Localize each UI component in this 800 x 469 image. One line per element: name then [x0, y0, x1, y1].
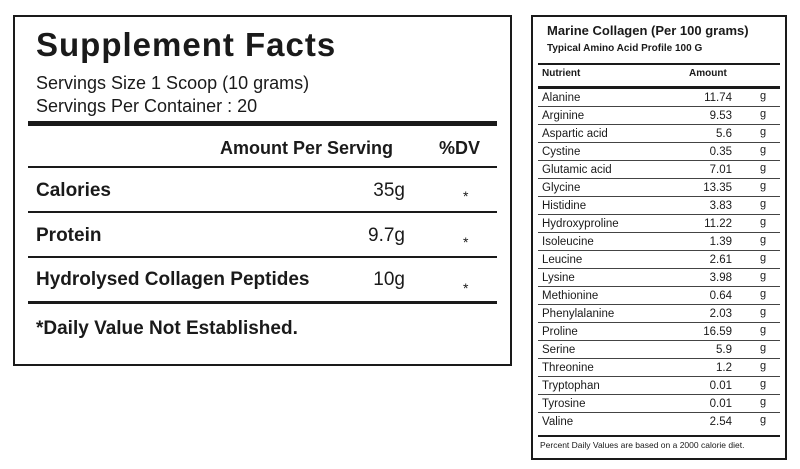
- nutrient-amount: 2.54: [709, 416, 732, 428]
- table-row: [538, 377, 780, 395]
- nutrient-amount: 3.83: [709, 200, 732, 212]
- nutrient-name: Glutamic acid: [542, 164, 612, 176]
- nutrient-unit: g: [760, 180, 767, 192]
- supplement-facts-title: Supplement Facts: [36, 26, 337, 63]
- table-row: [538, 215, 780, 233]
- table-row: [538, 197, 780, 215]
- nutrient-name: Methionine: [542, 290, 599, 302]
- nutrient-name: Lysine: [542, 272, 575, 284]
- fact-row-name-protein: Protein: [36, 225, 102, 246]
- nutrient-amount: 2.61: [709, 254, 732, 266]
- nutrient-unit: g: [760, 144, 767, 156]
- fact-row-name-calories: Calories: [36, 180, 111, 201]
- nutrient-unit: g: [760, 198, 767, 210]
- nutrient-unit: g: [760, 360, 767, 372]
- nutrient-name: Threonine: [542, 362, 594, 374]
- nutrient-name: Aspartic acid: [542, 128, 608, 140]
- amount-per-serving-header: Amount Per Serving: [220, 138, 394, 158]
- fact-row-amount-collagen: 10g: [373, 269, 405, 290]
- thick-divider: [28, 301, 497, 304]
- divider: [538, 435, 780, 437]
- table-row: [538, 323, 780, 341]
- amount-column-header: Amount: [689, 68, 727, 79]
- amino-acid-table: [538, 89, 780, 431]
- nutrient-name: Tyrosine: [542, 398, 586, 410]
- nutrient-amount: 0.64: [709, 290, 732, 302]
- nutrient-name: Valine: [542, 416, 574, 428]
- table-row: [538, 413, 780, 431]
- table-row: [538, 179, 780, 197]
- fact-row-name-collagen: Hydrolysed Collagen Peptides: [36, 269, 310, 290]
- table-row: [538, 143, 780, 161]
- nutrient-amount: 3.98: [709, 272, 732, 284]
- nutrient-name: Hydroxyproline: [542, 218, 619, 230]
- nutrient-amount: 7.01: [709, 164, 732, 176]
- nutrient-unit: g: [760, 234, 767, 246]
- nutrient-amount: 0.01: [709, 380, 732, 392]
- nutrient-column-header: Nutrient: [542, 68, 581, 79]
- nutrient-name: Tryptophan: [542, 380, 600, 392]
- table-row: [538, 395, 780, 413]
- divider: [28, 256, 497, 258]
- nutrient-name: Cystine: [542, 146, 581, 158]
- nutrient-unit: g: [760, 90, 767, 102]
- divider: [538, 63, 780, 65]
- table-row: [538, 341, 780, 359]
- table-row: [538, 125, 780, 143]
- nutrient-unit: g: [760, 324, 767, 336]
- amino-acid-profile-panel: [531, 15, 787, 460]
- table-row: [538, 107, 780, 125]
- nutrient-unit: g: [760, 378, 767, 390]
- fact-row-dv-protein: *: [463, 234, 469, 250]
- serving-size: Servings Size 1 Scoop (10 grams): [36, 73, 310, 93]
- nutrient-unit: g: [760, 306, 767, 318]
- table-row: [538, 233, 780, 251]
- daily-value-header: %DV: [439, 138, 481, 158]
- nutrient-unit: g: [760, 270, 767, 282]
- nutrient-unit: g: [760, 108, 767, 120]
- table-row: [538, 269, 780, 287]
- nutrient-amount: 9.53: [709, 110, 732, 122]
- divider: [28, 211, 497, 213]
- fact-row-amount-protein: 9.7g: [368, 225, 405, 246]
- table-row: [538, 359, 780, 377]
- nutrient-name: Histidine: [542, 200, 587, 212]
- divider: [28, 166, 497, 168]
- amino-profile-title: Marine Collagen (Per 100 grams): [547, 23, 749, 38]
- nutrient-name: Glycine: [542, 182, 581, 194]
- nutrient-name: Phenylalanine: [542, 308, 615, 320]
- fact-row-dv-calories: *: [463, 188, 469, 204]
- nutrient-amount: 11.74: [704, 92, 732, 104]
- nutrient-amount: 5.9: [716, 344, 732, 356]
- nutrient-amount: 16.59: [703, 326, 732, 338]
- table-row: [538, 251, 780, 269]
- nutrient-amount: 0.01: [709, 398, 732, 410]
- nutrient-unit: g: [760, 414, 767, 426]
- nutrient-amount: 5.6: [716, 128, 732, 140]
- amino-profile-subtitle: Typical Amino Acid Profile 100 G: [547, 43, 703, 54]
- nutrient-unit: g: [760, 216, 767, 228]
- nutrient-amount: 1.39: [709, 236, 732, 248]
- nutrient-unit: g: [760, 396, 767, 408]
- nutrient-amount: 0.35: [709, 146, 732, 158]
- nutrient-name: Arginine: [542, 110, 585, 122]
- nutrient-unit: g: [760, 342, 767, 354]
- nutrient-unit: g: [760, 126, 767, 138]
- daily-value-footnote: *Daily Value Not Established.: [36, 318, 298, 339]
- nutrient-amount: 11.22: [704, 218, 732, 230]
- supplement-facts-panel: [13, 15, 512, 366]
- nutrient-amount: 13.35: [703, 182, 732, 194]
- amino-profile-footnote: Percent Daily Values are based on a 2000 calorie diet.: [540, 440, 745, 450]
- fact-row-amount-calories: 35g: [373, 180, 405, 201]
- nutrient-amount: 1.2: [716, 362, 732, 374]
- table-row: [538, 89, 780, 107]
- nutrient-name: Leucine: [542, 254, 583, 266]
- table-row: [538, 287, 780, 305]
- fact-row-dv-collagen: *: [463, 280, 469, 296]
- nutrient-unit: g: [760, 288, 767, 300]
- nutrient-name: Isoleucine: [542, 236, 594, 248]
- nutrient-unit: g: [760, 252, 767, 264]
- nutrient-amount: 2.03: [709, 308, 732, 320]
- servings-per-container: Servings Per Container : 20: [36, 96, 258, 116]
- thick-divider: [28, 121, 497, 126]
- table-row: [538, 305, 780, 323]
- nutrient-name: Proline: [542, 326, 578, 338]
- nutrient-name: Serine: [542, 344, 576, 356]
- nutrient-name: Alanine: [542, 92, 581, 104]
- nutrient-unit: g: [760, 162, 767, 174]
- table-row: [538, 161, 780, 179]
